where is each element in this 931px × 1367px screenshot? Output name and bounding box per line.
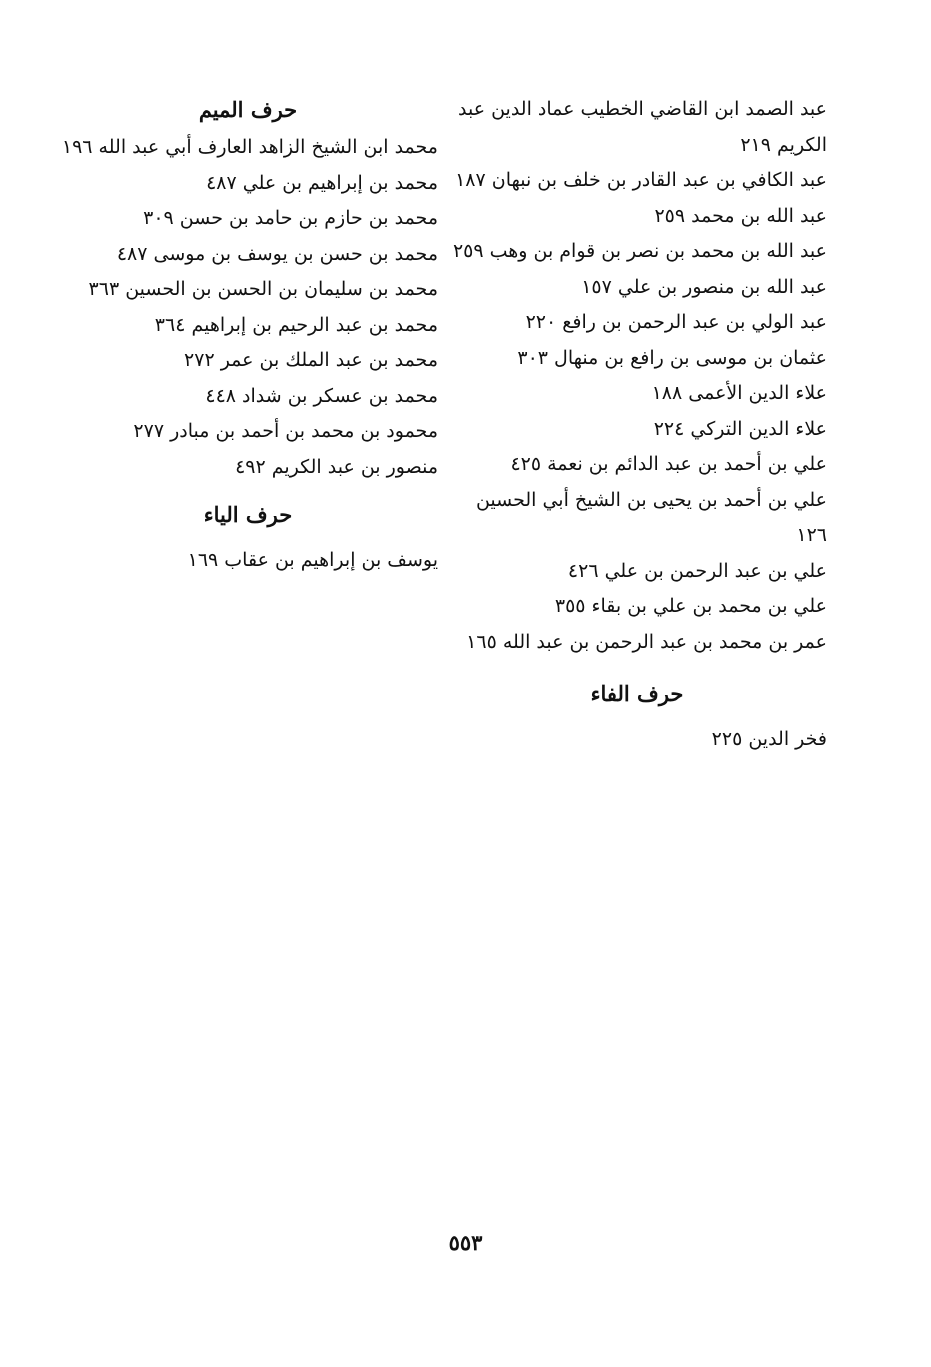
index-entry: عبد الله بن منصور بن علي ١٥٧ — [581, 275, 827, 298]
index-entry: محمد بن سليمان بن الحسن بن الحسين ٣٦٣ — [88, 278, 438, 300]
index-entry: علي بن عبد الرحمن بن علي ٤٢٦ — [567, 559, 827, 582]
index-entry: علاء الدين التركي ٢٢٤ — [653, 417, 827, 440]
index-entry: محمد بن عبد الملك بن عمر ٢٧٢ — [184, 349, 438, 371]
index-entry: عثمان بن موسى بن رافع بن منهال ٣٠٣ — [517, 346, 827, 369]
index-entry: علاء الدين الأعمى ١٨٨ — [651, 382, 827, 404]
index-entry: علي بن محمد بن علي بن بقاء ٣٥٥ — [554, 595, 827, 617]
left-column — [58, 92, 438, 579]
right-column — [447, 92, 827, 758]
index-entry: فخر الدين ٢٢٥ — [711, 728, 827, 750]
index-entry: محمد بن إبراهيم بن علي ٤٨٧ — [206, 171, 438, 194]
index-entry: عبد الكافي بن عبد القادر بن خلف بن نبهان ١٨٧ — [455, 169, 827, 191]
index-entry: يوسف بن إبراهيم بن عقاب ١٦٩ — [187, 549, 438, 571]
index-entry: منصور بن عبد الكريم ٤٩٢ — [235, 455, 438, 478]
index-entry: محمد بن عبد الرحيم بن إبراهيم ٣٦٤ — [154, 313, 438, 336]
index-entry: محمد بن حازم بن حامد بن حسن ٣٠٩ — [143, 207, 438, 229]
section-heading-ya: حرف الياء — [203, 502, 293, 527]
section-heading-mim: حرف الميم — [198, 97, 298, 122]
index-entry: عبد الله بن محمد ٢٥٩ — [654, 204, 827, 227]
index-entry: محمود بن محمد بن أحمد بن مبادر ٢٧٧ — [133, 420, 438, 442]
index-entry: عبد الولي بن عبد الرحمن بن رافع ٢٢٠ — [525, 311, 827, 333]
index-entry: عبد الله بن محمد بن نصر بن قوام بن وهب ٢٥٩ — [452, 240, 827, 262]
index-entry: عمر بن محمد بن عبد الرحمن بن عبد الله ١٦٥ — [466, 630, 827, 653]
index-entry: محمد بن عسكر بن شداد ٤٤٨ — [205, 384, 438, 407]
page-number: ٥٥٣ — [448, 1230, 483, 1255]
index-entry: عبد الصمد ابن القاضي الخطيب عماد الدين عبد الكريم ٢١٩ — [457, 98, 827, 156]
index-entry: علي بن أحمد بن يحيى بن الشيخ أبي الحسين ١٢٦ — [475, 488, 827, 546]
index-entry: محمد ابن الشيخ الزاهد العارف أبي عبد الله ١٩٦ — [61, 136, 438, 158]
index-entry: علي بن أحمد بن عبد الدائم بن نعمة ٤٢٥ — [510, 453, 827, 475]
section-heading-fa: حرف الفاء — [590, 681, 684, 706]
index-entry: محمد بن حسن بن يوسف بن موسى ٤٨٧ — [116, 242, 438, 265]
